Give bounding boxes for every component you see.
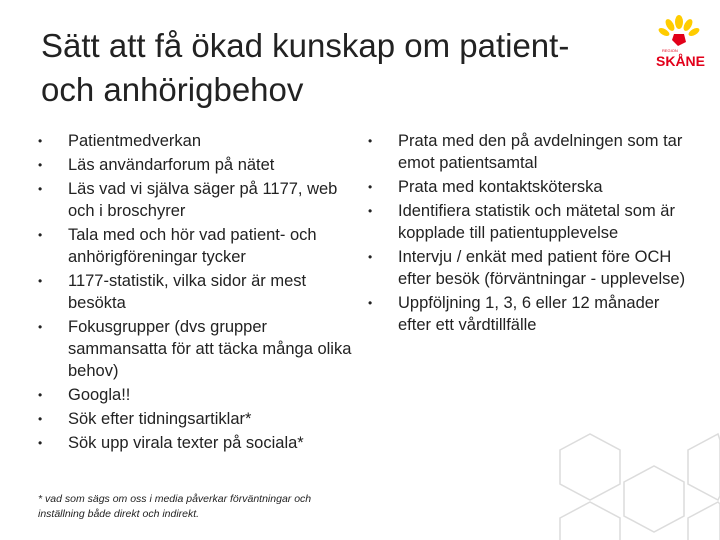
list-item [38, 316, 358, 382]
logo-text: SKÅNE [656, 53, 706, 69]
list-item [38, 154, 358, 176]
list-item-text: Läs vad vi själva säger på 1177, web och i broschyrer [68, 180, 338, 220]
list-item [368, 130, 688, 174]
bullet-icon: • [38, 182, 43, 196]
bullet-icon: • [38, 320, 43, 334]
list-item [38, 384, 358, 406]
list-item-text: Prata med kontaktsköterska [398, 178, 603, 196]
list-item [368, 200, 688, 244]
bullet-icon: • [38, 228, 43, 242]
list-item-text: Intervju / enkät med patient före OCH efter besök (förväntningar - upplevelse) [398, 248, 686, 288]
list-item [368, 176, 688, 198]
bullet-icon: • [368, 180, 373, 194]
footnote: * vad som sägs om oss i media påverkar förväntningar och inställning både direkt och indirekt. [38, 493, 312, 520]
list-item [38, 270, 358, 314]
list-item [368, 246, 688, 290]
list-item-text: Sök efter tidningsartiklar* [68, 410, 252, 428]
list-item [38, 432, 358, 454]
hexagon-decoration [530, 420, 720, 540]
list-item-text: Patientmedverkan [68, 132, 201, 150]
hexagon-shape [688, 434, 720, 500]
hexagon-shape [688, 502, 720, 540]
list-item-text: Läs användarforum på nätet [68, 156, 275, 174]
hexagon-shape [560, 434, 620, 500]
page-title: Sätt att få ökad kunskap om patient- och anhörigbehov [41, 27, 570, 108]
bullet-icon: • [38, 134, 43, 148]
list-item-text: Googla!! [68, 386, 131, 404]
list-item [38, 178, 358, 222]
bullet-icon: • [38, 412, 43, 426]
right-bullet-list [368, 130, 688, 338]
list-item-text: Prata med den på avdelningen som tar emot patientsamtal [398, 132, 683, 172]
left-bullet-list [38, 130, 358, 456]
bullet-icon: • [368, 296, 373, 310]
list-item [38, 224, 358, 268]
hexagon-shape [624, 466, 684, 532]
bullet-icon: • [368, 204, 373, 218]
bullet-icon: • [38, 436, 43, 450]
hexagon-shape [560, 502, 620, 540]
bullet-icon: • [38, 158, 43, 172]
list-item [368, 292, 688, 336]
list-item-text: Fokusgrupper (dvs grupper sammansatta för att täcka många olika behov) [68, 318, 352, 380]
bullet-icon: • [368, 250, 373, 264]
list-item-text: Uppföljning 1, 3, 6 eller 12 månader efter ett vårdtillfälle [398, 294, 660, 334]
list-item-text: Sök upp virala texter på sociala* [68, 434, 304, 452]
list-item-text: 1177-statistik, vilka sidor är mest besökta [68, 272, 307, 312]
bullet-icon: • [38, 274, 43, 288]
list-item-text: Tala med och hör vad patient- och anhörigföreningar tycker [68, 226, 317, 266]
list-item [38, 408, 358, 430]
list-item-text: Identifiera statistik och mätetal som är kopplade till patientupplevelse [398, 202, 675, 242]
region-skane-logo-icon [648, 12, 710, 74]
list-item [38, 130, 358, 152]
logo-subtext: REGION [662, 48, 678, 53]
bullet-icon: • [38, 388, 43, 402]
bullet-icon: • [368, 134, 373, 148]
